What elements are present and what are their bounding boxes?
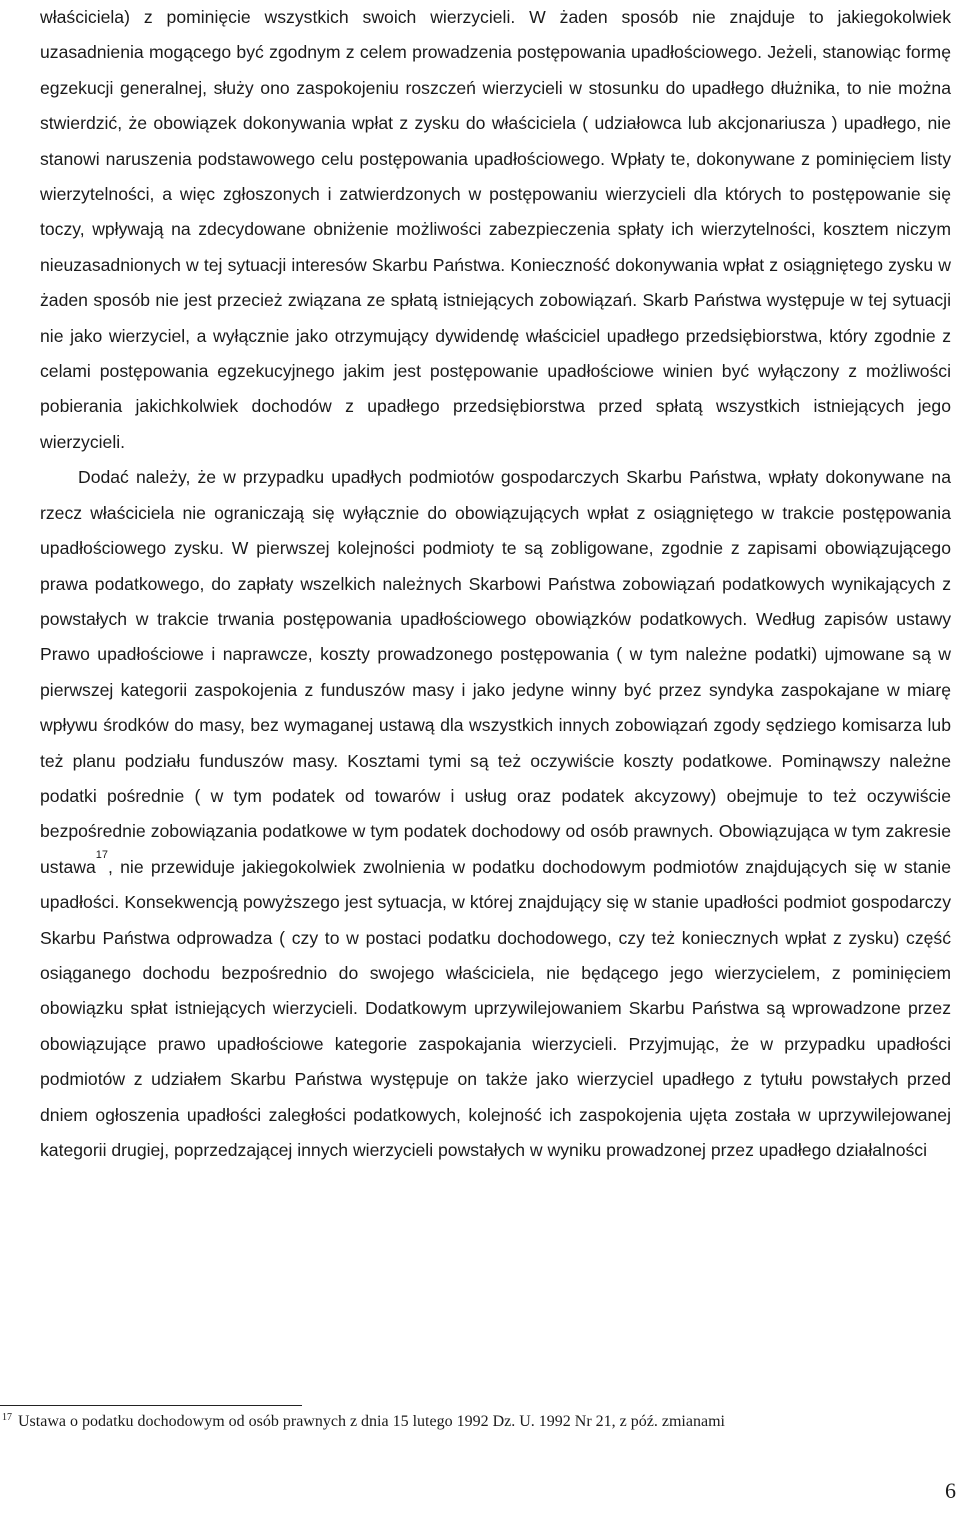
footnote-separator [0,1405,302,1406]
footnote-text: Ustawa o podatku dochodowym od osób prawnych z dnia 15 lutego 1992 Dz. U. 1992 Nr 21, z póź. zmianami [18,1413,725,1430]
footnote [2,1412,942,1434]
page-number: 6 [945,1478,956,1503]
paragraph-1 [40,0,951,460]
paragraph-2-text-start: Dodać należy, że w przypadku upadłych podmiotów gospodarczych Skarbu Państwa, wpłaty dokonywane na rzecz właściciela nie ograniczają się wyłącznie do obowiązujących wpłat z osiągniętego w trakcie postępowania upadłościowego zysku. W pierwszej kolejności podmioty te są zobligowane, zgodnie z zapisami obowiązującego prawa podatkowego, do zapłaty wszelkich należnych Skarbowi Państwa zobowiązań podatkowych wynikających z powstałych w trakcie trwania postępowania upadłościowego obowiązków podatkowych. Według zapisów ustawy Prawo upadłościowe i naprawcze, koszty prowadzonego postępowania ( w tym należne podatki) ujmowane są w pierwszej kategorii zaspokojenia z funduszów masy i jako jedyne winny być przez syndyka zaspokajane w miarę wpływu środków do masy, bez wymaganej ustawą dla wszystkich innych zobowiązań zgody sędziego komisarza lub też planu podziału funduszów masy. Kosztami tymi są też oczywiście koszty podatkowe. Pominąwszy należne podatki pośrednie ( w tym podatek od towarów i usług oraz podatek akcyzowy) obejmuje to też oczywiście bezpośrednie zobowiązania podatkowe w tym podatek dochodowy od osób prawnych. Obowiązująca w tym zakresie ustawa [40,467,951,877]
paragraph-2 [40,460,951,1168]
footnote-reference[interactable]: 17 [95,848,108,861]
paragraph-2-text-end: , nie przewiduje jakiegokolwiek zwolnienia w podatku dochodowym podmiotów znajdujących się w stanie upadłości. Konsekwencją powyższego jest sytuacja, w której znajdujący się w stanie upadłości podmiot gospodarczy Skarbu Państwa odprowadza ( czy to w postaci podatku dochodowego, czy też koniecznych wpłat z zysku) część osiąganego dochodu bezpośrednio do swojego właściciela, nie będącego jego wierzycielem, z pominięciem obowiązku spłat istniejących wierzycieli. Dodatkowym uprzywilejowaniem Skarbu Państwa są wprowadzone przez obowiązujące prawo upadłościowe kategorie zaspokajania wierzycieli. Przyjmując, że w przypadku upadłości podmiotów z udziałem Skarbu Państwa występuje on także jako wierzyciel upadłego z tytułu powstałych przed dniem ogłoszenia upadłości zaległości podatkowych, kolejność ich zaspokojenia ujęta została w uprzywilejowanej kategorii drugiej, poprzedzającej innych wierzycieli powstałych w wyniku prowadzonej przez upadłego działalności [40,856,951,1160]
body-text [40,0,951,1168]
paragraph-1-text: właściciela) z pominięcie wszystkich swoich wierzycieli. W żaden sposób nie znajduje to jakiegokolwiek uzasadnienia mogącego być zgodnym z celem prowadzenia postępowania upadłościowego. Jeżeli, stanowiąc formę egzekucji generalnej, służy ono zaspokojeniu roszczeń wierzycieli w stosunku do upadłego dłużnika, to nie można stwierdzić, że obowiązek dokonywania wpłat z zysku do właściciela ( udziałowca lub akcjonariusza ) upadłego, nie stanowi naruszenia podstawowego celu postępowania upadłościowego. Wpłaty te, dokonywane z pominięciem listy wierzytelności, a więc zgłoszonych i zatwierdzonych w postępowaniu wierzycieli dla których to postępowanie się toczy, wpływają na zdecydowane obniżenie możliwości zabezpieczenia spłaty ich wierzytelności, kosztem niczym nieuzasadnionych w tej sytuacji interesów Skarbu Państwa. Konieczność dokonywania wpłat z osiągniętego zysku w żaden sposób nie jest przecież związana ze spłatą istniejących zobowiązań. Skarb Państwa występuje w tej sytuacji nie jako wierzyciel, a wyłącznie jako otrzymujący dywidendę właściciel upadłego przedsiębiorstwa, który zgodnie z celami postępowania egzekucyjnego jakim jest postępowanie upadłościowe winien być wyłączony z możliwości pobierania jakichkolwiek dochodów z upadłego przedsiębiorstwa przed spłatą wszystkich istniejących jego wierzycieli. [40,7,951,452]
footnote-number: 17 [2,1412,12,1423]
